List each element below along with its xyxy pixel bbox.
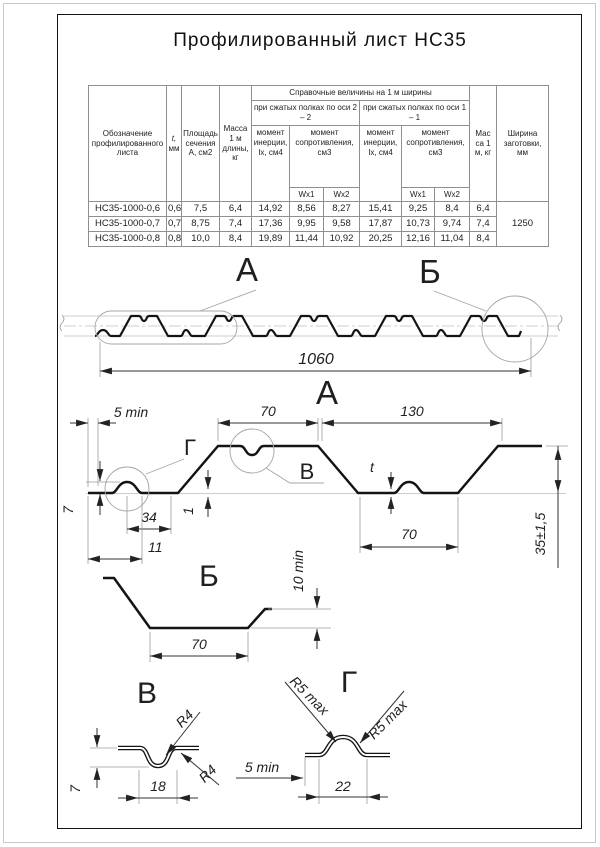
- t-symbol: t,: [171, 133, 177, 143]
- cell-mass: 7,4: [470, 217, 497, 232]
- cell-w11-1: 10,73: [402, 217, 435, 232]
- view-b-section: [103, 550, 331, 662]
- view-v-profile-inner: [118, 748, 199, 766]
- dim-35-text: 35±1,5: [532, 512, 548, 556]
- callout-v: [230, 429, 324, 484]
- dim-5min-text: 5 min: [113, 404, 149, 420]
- view-b-profile: [103, 578, 272, 628]
- view-a-section: [60, 374, 568, 568]
- cell-w22-2: 10,92: [324, 232, 360, 247]
- dim-34: [127, 496, 171, 534]
- dim-g-5min: [236, 757, 305, 786]
- dim-bottom-70: [360, 497, 458, 553]
- callout-g: [105, 435, 196, 511]
- cell-mass: 6,4: [470, 202, 497, 217]
- overview-section: [60, 251, 562, 377]
- t-unit: мм: [168, 143, 180, 153]
- leader-b: [434, 291, 486, 311]
- col-header-mass-length: Масса 1 м длины, кг: [220, 86, 252, 202]
- col-header-blank-width: Ширина заготовки, мм: [497, 86, 549, 202]
- page-title: Профилированный лист НС35: [173, 30, 467, 51]
- cell-w22-1: 11,44: [290, 232, 324, 247]
- dim-1-text: 1: [180, 507, 196, 515]
- dim-130: [322, 403, 502, 441]
- view-v-section: [67, 677, 220, 804]
- dim-130-text: 130: [400, 403, 424, 419]
- dim-11: [88, 496, 163, 564]
- dim-g-5min-text: 5 min: [244, 759, 280, 775]
- view-a-title: А: [315, 374, 339, 411]
- col-header-designation: Обозначение профилированного листа: [89, 86, 167, 202]
- cell-area: 10,0: [182, 232, 220, 247]
- cell-name: НС35-1000-0,7: [89, 217, 167, 232]
- dim-10min-text: 10 min: [290, 549, 306, 593]
- dim-22-text: 22: [335, 778, 351, 794]
- cell-mass-len: 8,4: [220, 232, 252, 247]
- dim-r5-right-text: R5 max: [364, 696, 411, 743]
- dim-r4-bottom: [181, 753, 220, 785]
- cell-blank-width: 1250: [497, 202, 549, 247]
- cell-i22: 17,36: [252, 217, 290, 232]
- col-header-thickness: [167, 86, 182, 202]
- dim-r5-left-text: R5 max: [286, 672, 333, 719]
- dim-v-7: [67, 728, 149, 793]
- cell-i11: 20,25: [360, 232, 402, 247]
- dim-10min: [251, 550, 331, 649]
- view-v-title: В: [136, 677, 158, 710]
- callout-label-g: Г: [184, 435, 196, 460]
- dim-11-text: 11: [148, 539, 163, 555]
- callout-label-v: В: [299, 459, 315, 484]
- callout-label-b: Б: [419, 253, 441, 290]
- table-row: [89, 217, 549, 232]
- col-header-axis11: при сжатых полках по оси 1 – 1: [360, 101, 470, 126]
- dim-22: [298, 759, 388, 804]
- dim-r4-top-text: R4: [172, 706, 197, 731]
- dim-r5-right: [360, 691, 411, 743]
- dim-35: [532, 446, 568, 568]
- col-header-inertia-22: момент инерции, Ix, см4: [252, 126, 290, 202]
- dim-top-70-text: 70: [260, 403, 276, 419]
- cell-name: НС35-1000-0,8: [89, 232, 167, 247]
- view-v-profile: [118, 748, 199, 766]
- cell-name: НС35-1000-0,6: [89, 202, 167, 217]
- cell-w22-1: 8,56: [290, 202, 324, 217]
- col-header-wx1-11: Wx1: [402, 188, 435, 202]
- callout-circle-b: [482, 296, 548, 362]
- dim-18: [118, 770, 198, 804]
- cell-w11-2: 11,04: [435, 232, 470, 247]
- header-row-1: [89, 86, 549, 101]
- cell-area: 8,75: [182, 217, 220, 232]
- cell-t: 0,7: [167, 217, 182, 232]
- cell-w22-1: 9,95: [290, 217, 324, 232]
- col-header-wx1-22: Wx1: [290, 188, 324, 202]
- dim-b-70-text: 70: [191, 636, 207, 652]
- table-row: [89, 232, 549, 247]
- cell-mass-len: 6,4: [220, 202, 252, 217]
- callout-label-a: А: [235, 251, 259, 288]
- dim-18-text: 18: [150, 778, 166, 794]
- dim-bottom-70-text: 70: [401, 526, 417, 542]
- col-header-wx2-11: Wx2: [435, 188, 470, 202]
- col-header-reference: Справочные величины на 1 м ширины: [252, 86, 470, 101]
- cell-w11-1: 12,16: [402, 232, 435, 247]
- view-g-title: Г: [340, 666, 358, 699]
- col-header-resist-22: момент сопротивления, см3: [290, 126, 360, 188]
- dim-r5-left: [285, 673, 336, 742]
- drawing-canvas: [0, 250, 600, 830]
- dim-r4-bottom-text: R4: [195, 761, 220, 786]
- spec-table-wrap: [88, 85, 549, 247]
- dim-7: [60, 461, 120, 515]
- cell-w11-1: 9,25: [402, 202, 435, 217]
- callout-circle-v: [230, 429, 274, 473]
- cell-i11: 17,87: [360, 217, 402, 232]
- col-header-inertia-11: момент инерции, Ix, см4: [360, 126, 402, 202]
- cell-area: 7,5: [182, 202, 220, 217]
- col-header-wx2-22: Wx2: [324, 188, 360, 202]
- cell-i22: 14,92: [252, 202, 290, 217]
- view-a-profile: [88, 446, 542, 493]
- cell-mass: 8,4: [470, 232, 497, 247]
- col-header-area: Площадь сечения А, см2: [182, 86, 220, 202]
- col-header-axis22: при сжатых полках по оси 2 – 2: [252, 101, 360, 126]
- dim-b-70: [150, 632, 248, 662]
- cell-t: 0,8: [167, 232, 182, 247]
- cell-w22-2: 8,27: [324, 202, 360, 217]
- cell-w22-2: 9,58: [324, 217, 360, 232]
- break-mark-right: [558, 315, 562, 331]
- spec-table: [88, 85, 549, 247]
- cell-mass-len: 7,4: [220, 217, 252, 232]
- cell-i11: 15,41: [360, 202, 402, 217]
- dim-t-text: t: [370, 459, 374, 475]
- dim-1060-text: 1060: [298, 351, 334, 368]
- dim-5min: [70, 404, 148, 487]
- dim-34-text: 34: [141, 509, 157, 525]
- break-mark-left: [60, 315, 64, 331]
- dim-v-7-text: 7: [67, 785, 83, 793]
- cell-w11-2: 9,74: [435, 217, 470, 232]
- col-header-mass-1m: Мас са 1 м, кг: [470, 86, 497, 202]
- view-b-title: Б: [199, 560, 219, 593]
- cell-i22: 19,89: [252, 232, 290, 247]
- table-row: [89, 202, 549, 217]
- leader-a: [200, 290, 256, 311]
- dim-t: [370, 459, 391, 514]
- cell-t: 0,6: [167, 202, 182, 217]
- col-header-resist-11: момент сопротивления, см3: [402, 126, 470, 188]
- cell-w11-2: 8,4: [435, 202, 470, 217]
- dim-7-text: 7: [60, 506, 76, 514]
- view-g-section: [236, 666, 411, 804]
